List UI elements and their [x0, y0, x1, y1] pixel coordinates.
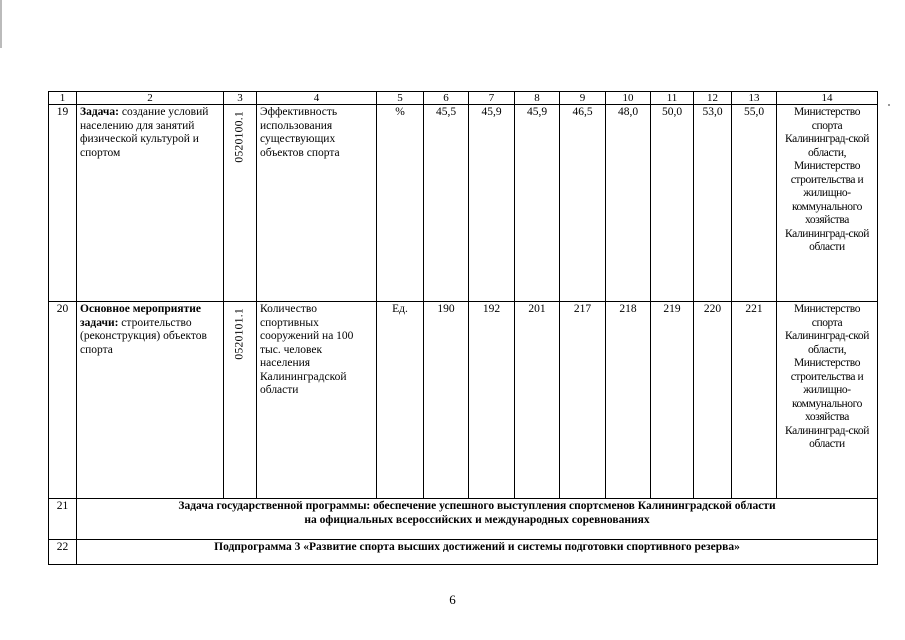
row-responsible: Министерство спорта Калининград-ской области, Министерство строительства и жилищно-коммунального хозяйства Калининград-ской области: [777, 105, 878, 302]
row-value: 45,9: [469, 105, 515, 302]
header-cell: 3: [224, 92, 257, 105]
row-value: 53,0: [694, 105, 732, 302]
row-responsible: Министерство спорта Калининград-ской области, Министерство строительства и жилищно-коммунального хозяйства Калининград-ской области: [777, 302, 878, 499]
page-number: 6: [449, 592, 456, 607]
header-cell: 13: [732, 92, 777, 105]
header-cell: 12: [694, 92, 732, 105]
header-cell: 4: [257, 92, 377, 105]
indicators-table: [48, 91, 878, 565]
row-code-cell: [224, 105, 257, 302]
table-row: [49, 105, 878, 302]
header-cell: 8: [515, 92, 560, 105]
task-name-text: строительство (реконструкция) объектов спорта: [80, 316, 207, 356]
header-cell: 14: [777, 92, 878, 105]
row-task-name: [77, 302, 224, 499]
row-value: 190: [424, 302, 469, 499]
row-unit: Ед.: [377, 302, 424, 499]
row-number: 20: [49, 302, 77, 499]
state-program-task-line2: на официальных всероссийских и международных соревнованиях: [304, 513, 650, 526]
row-value: 201: [515, 302, 560, 499]
row-value: 218: [606, 302, 651, 499]
table-row: [49, 499, 878, 540]
row-code-cell: [224, 302, 257, 499]
row-value: 217: [560, 302, 606, 499]
task-name-text: создание условий населению для занятий физической культурой и спортом: [80, 106, 209, 159]
header-row: [49, 92, 878, 105]
row-value: 46,5: [560, 105, 606, 302]
row-value: 221: [732, 302, 777, 499]
row-unit: %: [377, 105, 424, 302]
row-value: 45,5: [424, 105, 469, 302]
row-number: 22: [49, 540, 77, 565]
header-cell: 9: [560, 92, 606, 105]
header-cell: 11: [651, 92, 694, 105]
row-value: 219: [651, 302, 694, 499]
header-cell: 6: [424, 92, 469, 105]
header-cell: 2: [77, 92, 224, 105]
row-value: 45,9: [515, 105, 560, 302]
header-cell: 7: [469, 92, 515, 105]
row-indicator: Количество спортивных сооружений на 100 тыс. человек населения Калининградской области: [257, 302, 377, 499]
task-name-bold: Задача:: [80, 106, 119, 118]
state-program-task: [77, 499, 878, 540]
row-value: 55,0: [732, 105, 777, 302]
row-indicator: Эффективность использования существующих объектов спорта: [257, 105, 377, 302]
row-number: 19: [49, 105, 77, 302]
row-value: 192: [469, 302, 515, 499]
page-edge-line: [0, 0, 2, 48]
header-cell: 5: [377, 92, 424, 105]
state-program-task-line1: Задача государственной программы: обеспечение успешного выступления спортсменов Калининградской области: [178, 500, 776, 512]
subprogram-title-text: Подпрограмма 3 «Развитие спорта высших достижений и системы подготовки спортивного резерва»: [214, 541, 740, 553]
row-value: 50,0: [651, 105, 694, 302]
row-number: 21: [49, 499, 77, 540]
row-value: 220: [694, 302, 732, 499]
scan-speck: [888, 104, 890, 106]
header-cell: 1: [49, 92, 77, 105]
header-cell: 10: [606, 92, 651, 105]
row-task-name: [77, 105, 224, 302]
row-code: 0520101.1: [233, 308, 246, 360]
table-row: [49, 540, 878, 565]
row-code: 0520100.1: [233, 111, 246, 163]
subprogram-title: [77, 540, 878, 565]
task-name-bold: Основное мероприятие задачи:: [80, 303, 202, 329]
table-row: [49, 302, 878, 499]
row-value: 48,0: [606, 105, 651, 302]
